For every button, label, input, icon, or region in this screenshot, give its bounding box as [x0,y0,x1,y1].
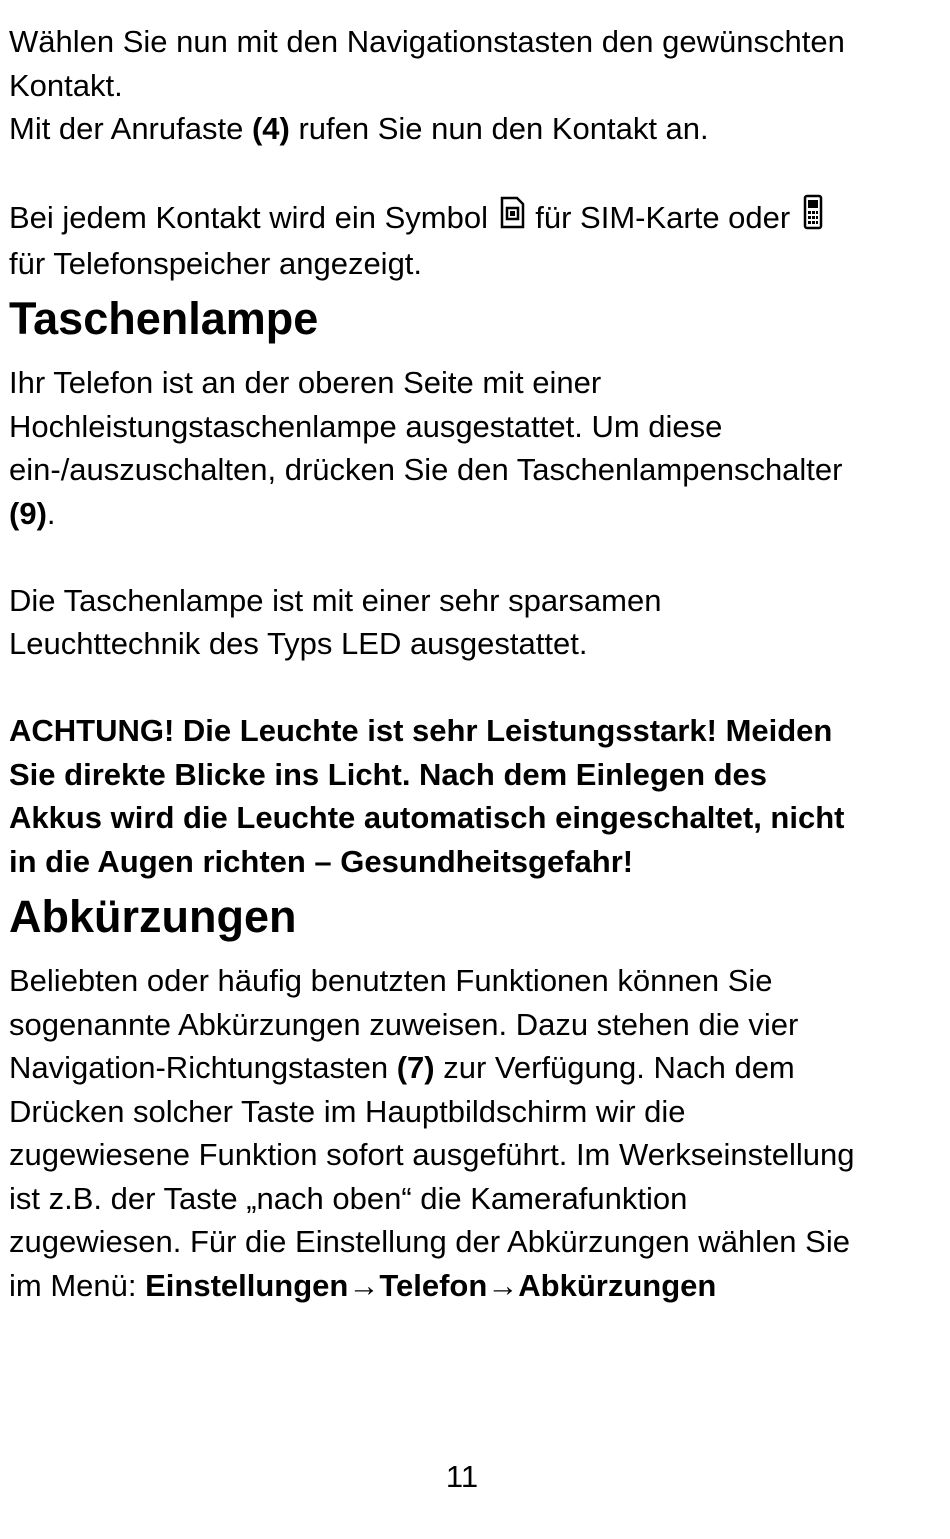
key-reference: (4) [251,111,290,146]
contacts-section [9,0,924,285]
text-line: Kontakt. [9,67,123,103]
spacer [9,352,924,361]
text-line [9,107,924,151]
warning-notice [9,709,924,883]
text-line: zugewiesene Funktion sofort ausgeführt. Im Werkseinstellung [9,1137,855,1172]
section-heading: Abkürzungen [9,891,297,942]
menu-path-shortcuts: Abkürzungen [518,1267,717,1303]
arrow-right-icon: → [487,1267,519,1303]
text-line [9,1046,924,1090]
key-reference: (9) [9,495,47,531]
text-line: Hochleistungstaschenlampe ausgestattet. Um diese [9,408,723,444]
text-span: Mit der Anrufaste [9,111,252,146]
text-line: Ihr Telefon ist an der oberen Seite mit einer [9,365,602,400]
warning-line: Sie direkte Blicke ins Licht. Nach dem Einlegen des [9,756,768,792]
warning-line: ACHTUNG! Die Leuchte ist sehr Leistungsstark! Meiden [9,713,833,748]
sim-card-icon [497,196,527,242]
flashlight-section [9,286,924,883]
text-span: rufen Sie nun den Kontakt an. [289,111,709,146]
spacer [9,151,924,195]
manual-page [9,0,924,1307]
text-line [9,194,924,242]
menu-path-line [9,1264,924,1308]
text-line: für Telefonspeicher angezeigt. [9,245,423,281]
arrow-right-icon: → [348,1267,380,1303]
key-reference: (7) [396,1050,435,1085]
text-line: Die Taschenlampe ist mit einer sehr sparsamen [9,582,662,618]
phone-memory-icon [799,194,827,242]
text-line [9,492,924,536]
spacer [9,666,924,710]
menu-path-settings: Einstellungen [145,1267,349,1303]
spacer [9,950,924,959]
text-span: im Menü: [9,1267,146,1303]
page-number: 11 [445,1459,479,1494]
menu-path-phone: Telefon [379,1267,488,1303]
text-line: zugewiesen. Für die Einstellung der Abkürzungen wählen Sie [9,1224,850,1259]
text-span: zur Verfügung. Nach dem [434,1050,795,1085]
text-line: ein-/auszuschalten, drücken Sie den Taschenlampenschalter [9,452,843,487]
text-span: Navigation-Richtungstasten [9,1050,397,1085]
text-line: Drücken solcher Taste im Hauptbildschirm wir die [9,1093,686,1129]
text-line: ist z.B. der Taste „nach oben“ die Kamerafunktion [9,1180,688,1216]
section-heading: Taschenlampe [9,293,319,344]
warning-line: Akkus wird die Leuchte automatisch eingeschaltet, nicht [9,800,845,835]
warning-line: in die Augen richten – Gesundheitsgefahr! [9,843,634,879]
text-span: für SIM-Karte oder [526,200,799,235]
text-line: Leuchttechnik des Typs LED ausgestattet. [9,626,588,661]
text-line: Wählen Sie nun mit den Navigationstasten den gewünschten [9,24,845,59]
text-line: sogenannte Abkürzungen zuweisen. Dazu stehen die vier [9,1006,799,1042]
text-line: Beliebten oder häufig benutzten Funktionen können Sie [9,963,773,998]
text-span: . [46,495,56,531]
shortcuts-section [9,884,924,1307]
text-span: Bei jedem Kontakt wird ein Symbol [9,200,497,235]
spacer [9,535,924,579]
